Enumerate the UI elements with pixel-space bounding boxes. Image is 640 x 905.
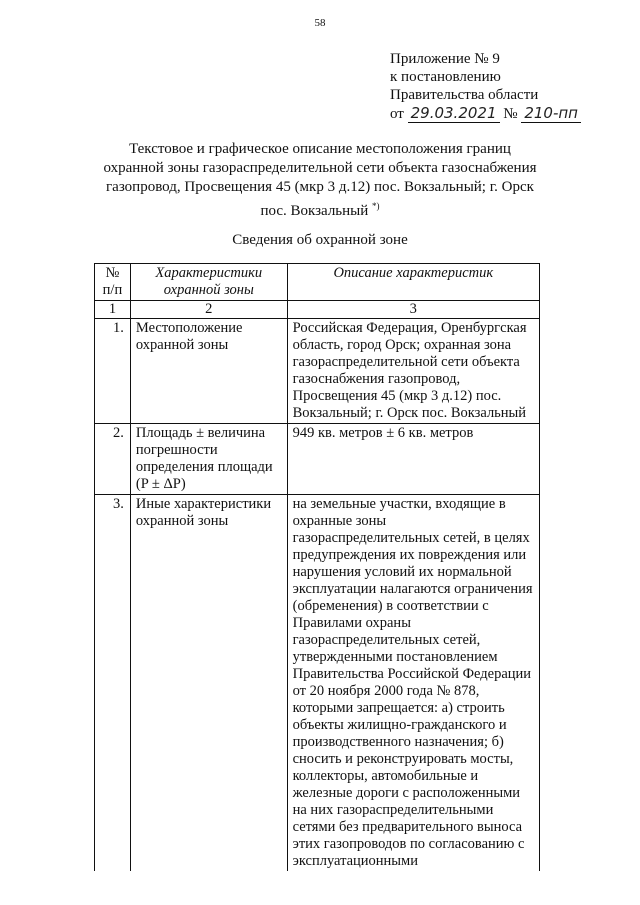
appendix-block	[390, 50, 581, 123]
index-cell: 3	[287, 301, 539, 319]
table-row	[95, 495, 540, 872]
row-description: Российская Федерация, Оренбургская область, город Орск; охранная зона газораспределительной сети объекта газоснабжения газопровод, Просвещения 45 (мкр 3 д.12) пос. Вокзальный; г. Орск пос. Вокзальный	[287, 319, 539, 424]
index-cell: 1	[95, 301, 131, 319]
row-characteristic: Местоположение охранной зоны	[130, 319, 287, 424]
section-title: Сведения об охранной зоне	[232, 232, 408, 248]
header-characteristic: Характеристики охранной зоны	[130, 264, 287, 301]
title-line-1: Текстовое и графическое описание местоположения границ	[129, 141, 511, 157]
title-line-3: газопровод, Просвещения 45 (мкр 3 д.12) пос. Вокзальный; г. Орск	[106, 179, 534, 195]
document-title	[90, 140, 550, 221]
from-label: от	[390, 106, 404, 122]
header-description: Описание характеристик	[287, 264, 539, 301]
title-line-2: охранной зоны газораспределительной сети объекта газоснабжения	[103, 160, 537, 176]
row-num: 3.	[95, 495, 131, 872]
index-cell: 2	[130, 301, 287, 319]
appendix-line-1: Приложение № 9	[390, 51, 500, 67]
header-num: № п/п	[95, 264, 131, 301]
appendix-line-3: Правительства области	[390, 87, 539, 103]
handwritten-number: 210-пп	[521, 104, 581, 123]
handwritten-date: 29.03.2021	[408, 104, 500, 123]
table-index-row	[95, 301, 540, 319]
page-number: 58	[314, 17, 326, 29]
number-label: №	[503, 106, 518, 122]
row-num: 1.	[95, 319, 131, 424]
row-characteristic: Иные характеристики охранной зоны	[130, 495, 287, 872]
table-row	[95, 424, 540, 495]
table-row	[95, 319, 540, 424]
title-line-4: пос. Вокзальный	[260, 203, 369, 219]
appendix-line-2: к постановлению	[390, 69, 501, 85]
appendix-date-line	[390, 104, 581, 123]
footnote-mark: *)	[372, 201, 380, 211]
table-header-row	[95, 264, 540, 301]
title-line-4-wrap	[90, 197, 550, 221]
row-description: 949 кв. метров ± 6 кв. метров	[287, 424, 539, 495]
protection-zone-table	[94, 263, 540, 871]
row-description: на земельные участки, входящие в охранные зоны газораспределительных сетей, в целях предупреждения их повреждения или нарушения условий их нормальной эксплуатации налагаются ограничения (обременения) в соответствии с Правилами охраны газораспределительных сетей, утвержденными постановлением Правительства Российской Федерации от 20 ноября 2000 года № 878, которыми запрещается: а) строить объекты жилищно-гражданского и производственного назначения; б) сносить и реконструировать мосты, коллекторы, автомобильные и железные дороги с расположенными на них газораспределительными сетями без предварительного выноса этих газопроводов по согласованию с эксплуатационными	[287, 495, 539, 872]
row-characteristic: Площадь ± величина погрешности определения площади (P ± ΔP)	[130, 424, 287, 495]
row-num: 2.	[95, 424, 131, 495]
